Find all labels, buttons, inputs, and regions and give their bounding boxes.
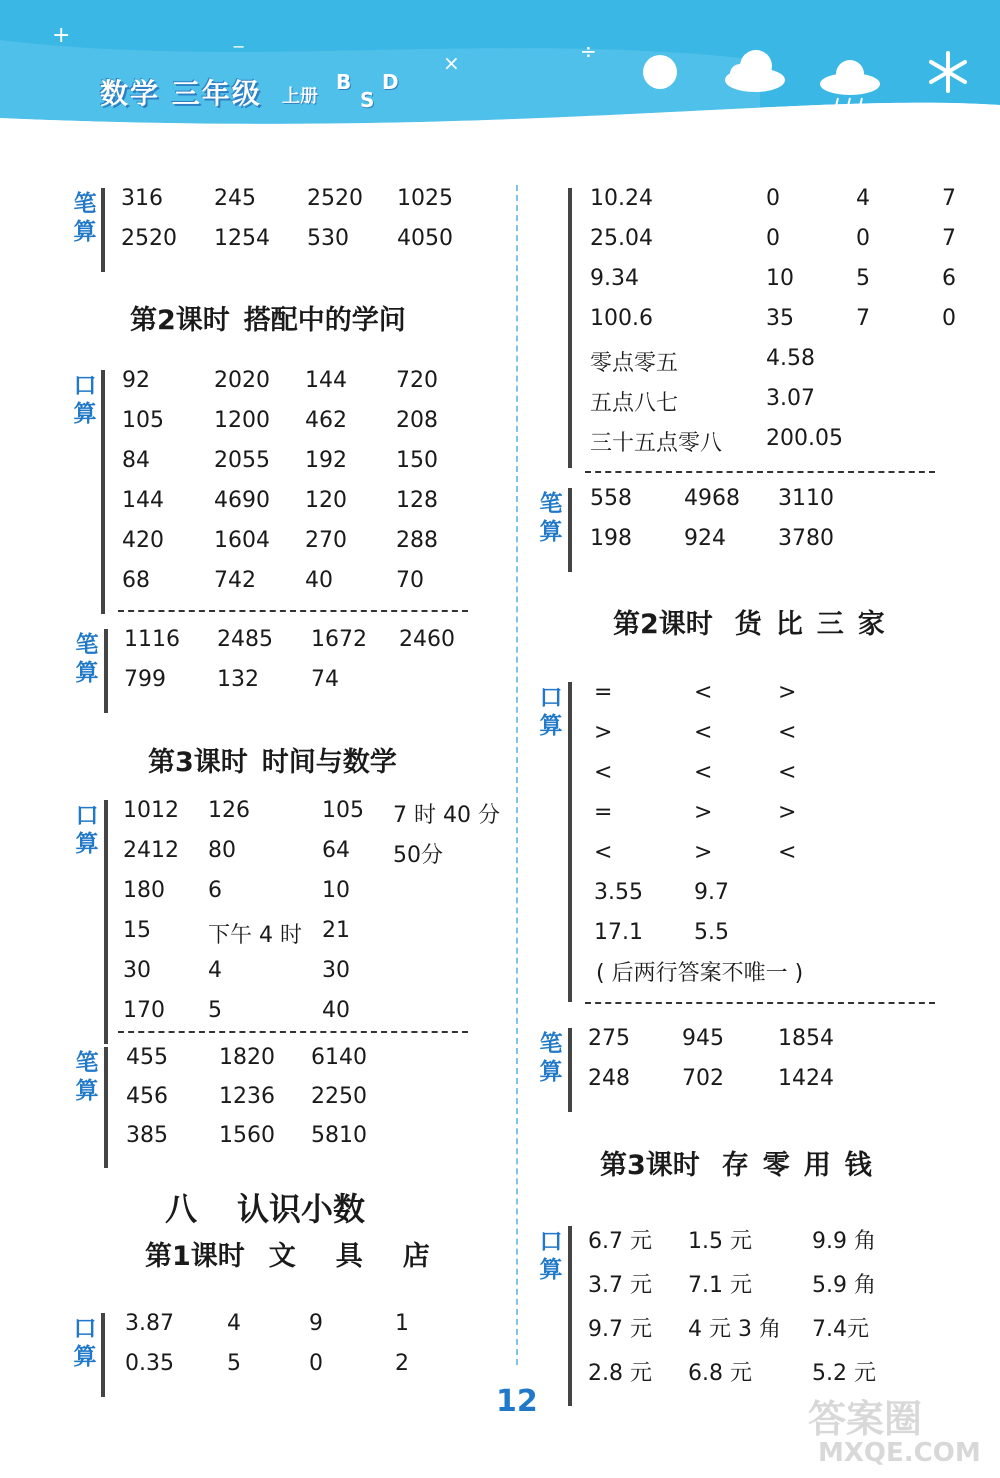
answer-cell: 4 元 3 角 <box>688 1317 781 1342</box>
answer-cell: 2460 <box>399 627 455 652</box>
lesson-title-char: 钱 <box>844 1150 872 1181</box>
edition-letter-s: S <box>360 88 375 112</box>
answer-cell: 456 <box>126 1084 168 1109</box>
answer-cell: > <box>594 720 613 745</box>
answer-cell: 7.1 元 <box>688 1273 752 1298</box>
section-bar <box>104 1047 108 1168</box>
answer-cell: 1116 <box>124 627 180 652</box>
lesson-title-char: 店 <box>402 1241 430 1272</box>
answer-cell: 128 <box>396 488 438 513</box>
answer-cell: 5 <box>856 266 870 291</box>
answer-cell: 385 <box>126 1123 168 1148</box>
volume-label: 上册 <box>282 86 318 107</box>
answer-cell: 68 <box>122 568 150 593</box>
answer-cell: 9 <box>309 1311 323 1336</box>
answer-cell: 40 <box>305 568 333 593</box>
dashed-separator <box>118 1031 468 1033</box>
book-title: 数学 三年级 <box>100 77 262 110</box>
answer-cell: 100.6 <box>590 306 653 331</box>
answer-cell: 50分 <box>393 843 443 868</box>
answer-cell: 245 <box>214 186 256 211</box>
dashed-separator <box>585 1002 935 1004</box>
answer-cell: 270 <box>305 528 347 553</box>
answer-cell: 7 时 40 分 <box>393 803 500 828</box>
lesson-3-heading <box>600 1143 886 1182</box>
page-number: 12 <box>496 1384 538 1419</box>
answer-cell: 0 <box>766 226 780 251</box>
answer-cell: 10 <box>766 266 794 291</box>
answer-cell: > <box>778 680 797 705</box>
answer-cell: 74 <box>311 667 339 692</box>
answer-cell: 2 <box>395 1351 409 1376</box>
answer-cell: 70 <box>396 568 424 593</box>
watermark-logo: 答案圈 <box>808 1397 923 1441</box>
lesson-title-char: 货 <box>734 609 762 640</box>
answer-cell: 80 <box>208 838 236 863</box>
section-label: 笔算 <box>73 191 97 245</box>
answer-cell: 316 <box>121 186 163 211</box>
answer-cell: 105 <box>122 408 164 433</box>
answer-cell: < <box>694 680 713 705</box>
section-bar <box>568 488 572 572</box>
answer-cell: 4968 <box>684 486 740 511</box>
answer-cell: 170 <box>123 998 165 1023</box>
answer-cell: 558 <box>590 486 632 511</box>
section-bar <box>101 370 105 614</box>
svg-text:×: × <box>443 51 460 75</box>
svg-text:+: + <box>52 23 71 48</box>
answer-cell: 5.9 角 <box>812 1273 876 1298</box>
answer-cell: 5 <box>208 998 222 1023</box>
answer-cell: 5 <box>227 1351 241 1376</box>
lesson-title-char: 具 <box>335 1241 363 1272</box>
section-bar <box>568 682 572 1002</box>
answer-cell: 6 <box>208 878 222 903</box>
answer-cell: 2485 <box>217 627 273 652</box>
lesson-2-heading <box>613 602 899 641</box>
answer-cell: 0 <box>766 186 780 211</box>
answer-cell: 10 <box>322 878 350 903</box>
answer-cell: = <box>594 800 613 825</box>
section-label: 口算 <box>73 1316 97 1370</box>
answer-cell: < <box>694 720 713 745</box>
section-label: 口算 <box>73 373 97 427</box>
answer-cell: = <box>594 680 613 705</box>
answer-cell: 2020 <box>214 368 270 393</box>
lesson-title: 时间与数学 <box>261 747 397 778</box>
answer-cell: 0 <box>856 226 870 251</box>
answer-cell: 3.7 元 <box>588 1273 652 1298</box>
answer-cell: 150 <box>396 448 438 473</box>
section-label: 笔算 <box>75 1050 99 1104</box>
section-label: 笔算 <box>539 491 563 545</box>
svg-text:÷: ÷ <box>580 39 597 63</box>
answer-cell: 17.1 <box>594 920 643 945</box>
answer-cell: 420 <box>122 528 164 553</box>
answer-cell: 720 <box>396 368 438 393</box>
dashed-separator <box>118 610 468 612</box>
answer-cell: 30 <box>322 958 350 983</box>
answer-cell: < <box>594 840 613 865</box>
answer-cell: < <box>778 720 797 745</box>
answer-cell: 9.34 <box>590 266 639 291</box>
snowflake-icon <box>926 50 970 94</box>
section-label: 口算 <box>75 803 99 857</box>
lesson-3-heading <box>148 740 411 779</box>
answer-cell: 3110 <box>778 486 834 511</box>
answer-cell: 1.5 元 <box>688 1229 752 1254</box>
answer-cell: 799 <box>124 667 166 692</box>
answer-cell: 1820 <box>219 1045 275 1070</box>
rain-icon <box>818 56 884 108</box>
answer-cell: > <box>694 840 713 865</box>
answer-cell: 3.55 <box>594 880 643 905</box>
section-label: 笔算 <box>75 632 99 686</box>
answer-cell: 462 <box>305 408 347 433</box>
answer-cell: 9.9 角 <box>812 1229 876 1254</box>
answer-cell: 200.05 <box>766 426 843 451</box>
answer-cell: 4 <box>227 1311 241 1336</box>
answer-cell: 1560 <box>219 1123 275 1148</box>
lesson-2-heading <box>130 298 420 337</box>
answer-cell: 105 <box>322 798 364 823</box>
answer-cell: 4 <box>208 958 222 983</box>
answer-cell: 0 <box>942 306 956 331</box>
answer-cell: 1200 <box>214 408 270 433</box>
section-label: 口算 <box>539 685 563 739</box>
lesson-number: 第1课时 <box>145 1241 245 1272</box>
answer-cell: 5810 <box>311 1123 367 1148</box>
answer-cell: 下午 4 时 <box>208 923 302 948</box>
lesson-1-heading <box>145 1234 444 1273</box>
section-bar <box>568 1028 572 1112</box>
answer-cell: 6.7 元 <box>588 1229 652 1254</box>
answer-cell: 21 <box>322 918 350 943</box>
answer-cell: 208 <box>396 408 438 433</box>
lesson-title-char: 文 <box>268 1241 296 1272</box>
answer-cell: 3.87 <box>125 1311 174 1336</box>
answer-cell: 92 <box>122 368 150 393</box>
answer-cell: 144 <box>122 488 164 513</box>
answer-cell: 64 <box>322 838 350 863</box>
answer-cell: 455 <box>126 1045 168 1070</box>
answer-cell: 零点零五 <box>590 351 679 376</box>
edition-letter-b: B <box>336 70 352 94</box>
answer-cell: 1424 <box>778 1066 834 1091</box>
section-label: 口算 <box>539 1229 563 1283</box>
answer-cell: 2520 <box>307 186 363 211</box>
answer-cell: 275 <box>588 1026 630 1051</box>
lesson-number: 第3课时 <box>600 1150 700 1181</box>
answer-cell: 248 <box>588 1066 630 1091</box>
answer-cell: 7.4元 <box>812 1317 869 1342</box>
answer-cell: 84 <box>122 448 150 473</box>
answer-cell: 9.7 <box>694 880 729 905</box>
answer-cell: 7 <box>942 226 956 251</box>
answer-cell: 1672 <box>311 627 367 652</box>
answer-cell: 9.7 元 <box>588 1317 652 1342</box>
answer-cell: 7 <box>856 306 870 331</box>
answer-cell: 2250 <box>311 1084 367 1109</box>
answer-cell: < <box>694 760 713 785</box>
answer-cell: 35 <box>766 306 794 331</box>
answer-cell: 5.2 元 <box>812 1361 876 1386</box>
lesson-title-char: 三 <box>816 609 844 640</box>
answer-cell: < <box>778 760 797 785</box>
answer-cell: 144 <box>305 368 347 393</box>
answer-cell: 0.35 <box>125 1351 174 1376</box>
answer-cell: 3780 <box>778 526 834 551</box>
answer-cell: 120 <box>305 488 347 513</box>
answer-cell: 2520 <box>121 226 177 251</box>
answer-cell: 4.58 <box>766 346 815 371</box>
section-bar <box>101 1313 105 1397</box>
answer-cell: 4050 <box>397 226 453 251</box>
lesson-number: 第2课时 <box>613 609 713 640</box>
answer-cell: > <box>778 800 797 825</box>
answer-cell: 1012 <box>123 798 179 823</box>
answer-cell: 2412 <box>123 838 179 863</box>
lesson-number: 第2课时 <box>130 305 230 336</box>
answer-cell: 1854 <box>778 1026 834 1051</box>
watermark-url: MXQE.COM <box>818 1438 981 1468</box>
answer-note: ( 后两行答案不唯一 ) <box>596 961 804 986</box>
answer-cell: 1 <box>395 1311 409 1336</box>
answer-cell: 2055 <box>214 448 270 473</box>
section-label: 笔算 <box>539 1031 563 1085</box>
answer-cell: 2.8 元 <box>588 1361 652 1386</box>
answer-cell: 924 <box>684 526 726 551</box>
dashed-separator <box>585 471 935 473</box>
answer-cell: 1025 <box>397 186 453 211</box>
answer-cell: 6.8 元 <box>688 1361 752 1386</box>
cloudy-icon <box>722 46 788 96</box>
answer-cell: 6 <box>942 266 956 291</box>
answer-cell: 132 <box>217 667 259 692</box>
answer-cell: 7 <box>942 186 956 211</box>
answer-cell: 30 <box>123 958 151 983</box>
answer-cell: 945 <box>682 1026 724 1051</box>
section-bar <box>104 629 108 713</box>
answer-cell: 3.07 <box>766 386 815 411</box>
lesson-title-char: 用 <box>803 1150 831 1181</box>
answer-cell: > <box>694 800 713 825</box>
lesson-title: 搭配中的学问 <box>243 305 406 336</box>
answer-cell: 192 <box>305 448 347 473</box>
answer-cell: 126 <box>208 798 250 823</box>
unit-title: 认识小数 <box>237 1190 366 1228</box>
lesson-title-char: 比 <box>775 609 803 640</box>
answer-cell: 4690 <box>214 488 270 513</box>
lesson-title-char: 家 <box>857 609 885 640</box>
section-bar <box>104 800 108 1044</box>
answer-cell: 5.5 <box>694 920 729 945</box>
edition-letter-d: D <box>382 70 399 94</box>
answer-cell: 530 <box>307 226 349 251</box>
answer-cell: 五点八七 <box>590 391 679 416</box>
answer-cell: 180 <box>123 878 165 903</box>
section-bar <box>101 188 105 272</box>
answer-cell: 4 <box>856 186 870 211</box>
answer-cell: 1604 <box>214 528 270 553</box>
lesson-title-char: 零 <box>762 1150 790 1181</box>
answer-cell: 1254 <box>214 226 270 251</box>
answer-cell: 0 <box>309 1351 323 1376</box>
answer-cell: 198 <box>590 526 632 551</box>
answer-cell: 1236 <box>219 1084 275 1109</box>
svg-text:−: − <box>232 37 246 56</box>
page-header <box>0 0 1000 150</box>
answer-cell: < <box>594 760 613 785</box>
sun-icon <box>640 52 680 92</box>
section-bar <box>568 188 572 468</box>
answer-cell: 25.04 <box>590 226 653 251</box>
lesson-number: 第3课时 <box>148 747 248 778</box>
answer-cell: 702 <box>682 1066 724 1091</box>
answer-cell: 288 <box>396 528 438 553</box>
answer-cell: < <box>778 840 797 865</box>
answer-cell: 三十五点零八 <box>590 431 723 456</box>
answer-cell: 10.24 <box>590 186 653 211</box>
answer-cell: 742 <box>214 568 256 593</box>
section-bar <box>568 1226 572 1406</box>
column-divider <box>516 185 518 1365</box>
lesson-title-char: 存 <box>721 1150 749 1181</box>
unit-8-heading <box>165 1184 365 1230</box>
answer-cell: 15 <box>123 918 151 943</box>
answer-cell: 6140 <box>311 1045 367 1070</box>
answer-cell: 40 <box>322 998 350 1023</box>
unit-number: 八 <box>165 1190 198 1228</box>
